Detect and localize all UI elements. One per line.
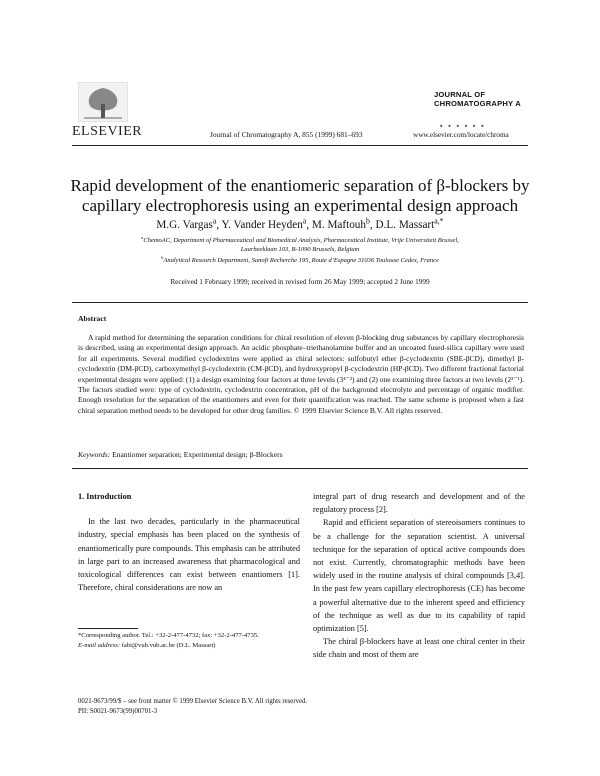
author-name: Y. Vander Heyden [221, 219, 303, 231]
abstract-top-rule [72, 302, 528, 303]
journal-logo-ornament: ▪ ▪ ▪ ▪ ▪ ▪ [440, 122, 486, 130]
article-title: Rapid development of the enantiomeric separation of β-blockers by capillary electrophoresis using an experimental design approach [70, 176, 530, 215]
abstract-bottom-rule [72, 468, 528, 469]
corresponding-author: *Corresponding author. Tel.: +32-2-477-4732; fax: +32-2-477-4735. [78, 632, 259, 639]
journal-logo [434, 90, 521, 108]
affiliation-a: $^a$ChemoAC, Department of Pharmaceutical and Biomedical Analysis, Pharmaceutical Institute, Vrije Universiteit Brussel, Laarbeeklaan 103, B-1090 Brussels, Belgium [141, 234, 459, 253]
author-name: M.G. Vargas [156, 219, 213, 231]
footnote-rule [78, 628, 138, 629]
publisher-name: ELSEVIER [72, 124, 143, 139]
header-rule [72, 145, 528, 146]
keywords-label: Keywords: [78, 450, 111, 459]
journal-reference: Journal of Chromatography A, 855 (1999) 681–693 [210, 130, 363, 139]
author-name: M. Maftouh [311, 219, 366, 231]
abstract-heading: Abstract [78, 314, 107, 323]
paragraph: Rapid and efficient separation of stereoisomers continues to be a challenge for the separation scientist. A universal technique for the separation of optical active compounds does not exist. Currently, chromatographic methods have been widely used in the routine analysis of chiral compounds [3,4]. In the past few years capillary electrophoresis (CE) has become a powerful alternative due to the inherent speed and efficiency of the technique as well as due to its capability of rapid optimization [5]. [313, 518, 525, 634]
affiliation-b: $^b$Analytical Research Department, Sanofi Recherche 195, Route d’Espagne 31036 Toulouse Cedex, France [161, 254, 439, 264]
paragraph: In the last two decades, particularly in the pharmaceutical industry, special emphasis has been placed on the synthesis of enantiomerically pure compounds. This emphasis can be attributed in large part to an increased awareness that pharmacological and toxicological differences can exist between enantiomers [1]. Therefore, chiral considerations are now an [78, 517, 300, 593]
journal-url[interactable]: www.elsevier.com/locate/chroma [413, 131, 509, 139]
copyright-line: 0021-9673/99/$ – see front matter © 1999 Elsevier Science B.V. All rights reserved. [78, 698, 308, 705]
body-column-right [313, 490, 525, 662]
journal-logo-line1: JOURNAL OF [434, 90, 486, 99]
email-address[interactable]: fabi@vub.vub.ac.be (D.L. Massart) [121, 641, 216, 649]
keywords [78, 450, 283, 459]
author-name: D.L. Massart [375, 219, 435, 231]
paragraph: The chiral β-blockers have at least one chiral center in their side chain and most of them are [313, 637, 525, 660]
paragraph: integral part of drug research and development and of the regulatory process [2]. [313, 492, 525, 515]
keywords-list: Enantiomer separation; Experimental design; β-Blockers [112, 450, 283, 459]
pii-line: PII: S0021-9673(99)00701-3 [78, 708, 158, 715]
received-dates: Received 1 February 1999; received in revised form 26 May 1999; accepted 2 June 1999 [170, 277, 430, 286]
section-heading: 1. Introduction [78, 492, 132, 501]
front-matter-info [78, 697, 307, 717]
email-label: E-mail address: [78, 641, 121, 649]
footnote [78, 631, 300, 651]
journal-logo-line2: CHROMATOGRAPHY A [434, 99, 521, 108]
abstract-text: A rapid method for determining the separation conditions for chiral resolution of eleven β-blocking drug substances by capillary electrophoresis is described, using an experimental design approach. An acidic phosphate–triethanolamine buffer and an uncoated fused-silica capillary were used for all experiments. Several modified cyclodextrins were applied as chiral selectors: sulfobutyl ether β-cyclodextrin (SBE-βCD), dimethyl β-cyclodextrin (DM-βCD), carboxymethyl β-cyclodextrin (CM-βCD), and hydroxypropyl β-cyclodextrin (HP-βCD). Two different fractional factorial experimental designs were applied: (1) a design examining four factors at three levels (3⁴⁻²) and (2) one examining three factors at two levels (2³⁻¹). The factors studied were: type of cyclodextrin, cyclodextrin concentration, pH of the background electrolyte and percentage of organic modifier. Enough resolution for the separation of the enantiomers and even for their quantification was reached. The same scheme is proposed when a fast chiral separation method needs to be developed for other drug families. © 1999 Elsevier Science B.V. All rights reserved. [78, 333, 524, 415]
body-column-left [78, 490, 300, 594]
author-list: M.G. Vargas$^a$, Y. Vander Heyden$^a$, M. Maftouh$^b$, D.L. Massart$^{a,*}$ [156, 216, 444, 231]
elsevier-tree-logo [78, 82, 128, 122]
